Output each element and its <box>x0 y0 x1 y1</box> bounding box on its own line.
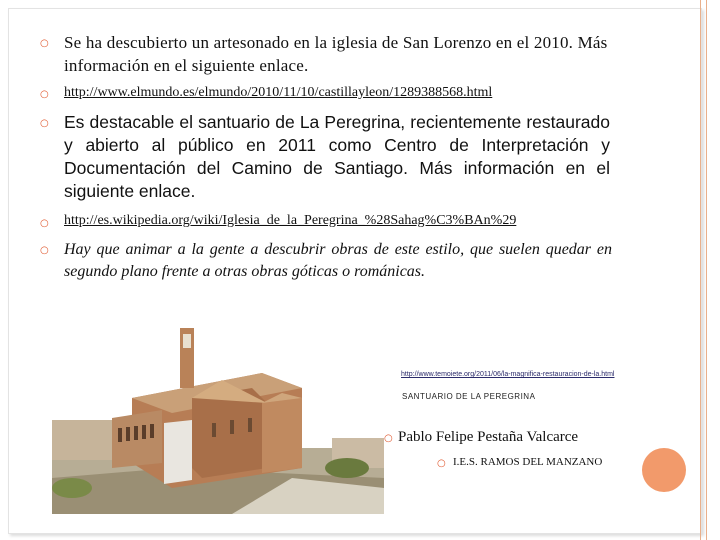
paragraph-artesonado: Se ha descubierto un artesonado en la iglesia de San Lorenzo en el 2010. Más información en el siguiente enlace. <box>64 33 608 75</box>
photo-caption: SANTUARIO DE LA PEREGRINA <box>402 392 536 401</box>
link-wikipedia[interactable]: http://es.wikipedia.org/wiki/Iglesia_de_la_Peregrina_%28Sahag%C3%BAn%29 <box>64 213 517 228</box>
paragraph-peregrina: Es destacable el santuario de La Peregrina, recientemente restaurado y abierto al público en 2011 como Centro de Interpretación y Documentación del Camino de Santiago. Más información en el siguiente enlace. <box>64 112 610 201</box>
church-photo <box>52 328 384 514</box>
bullet-icon <box>40 246 50 256</box>
bullet-icon <box>437 459 447 469</box>
school-name: I.E.S. RAMOS DEL MANZANO <box>453 456 603 468</box>
right-border-line-2 <box>706 0 707 540</box>
paragraph-animar: Hay que animar a la gente a descubrir obras de este estilo, que suelen quedar en segundo plano frente a otras obras góticas o románicas. <box>64 241 612 280</box>
right-border-line <box>700 0 701 540</box>
link-elmundo[interactable]: http://www.elmundo.es/elmundo/2010/11/10/castillayleon/1289388568.html <box>64 85 493 100</box>
bullet-icon <box>40 219 50 229</box>
bullet-icon <box>384 434 394 444</box>
author-name: Pablo Felipe Pestaña Valcarce <box>398 429 579 445</box>
decorative-circle <box>642 448 686 492</box>
bullet-icon <box>40 90 50 100</box>
bullet-icon <box>40 119 50 129</box>
photo-source-link[interactable]: http://www.temoiete.org/2011/06/la-magnifica-restauracion-de-la.html <box>401 371 615 378</box>
bullet-icon <box>40 39 50 49</box>
